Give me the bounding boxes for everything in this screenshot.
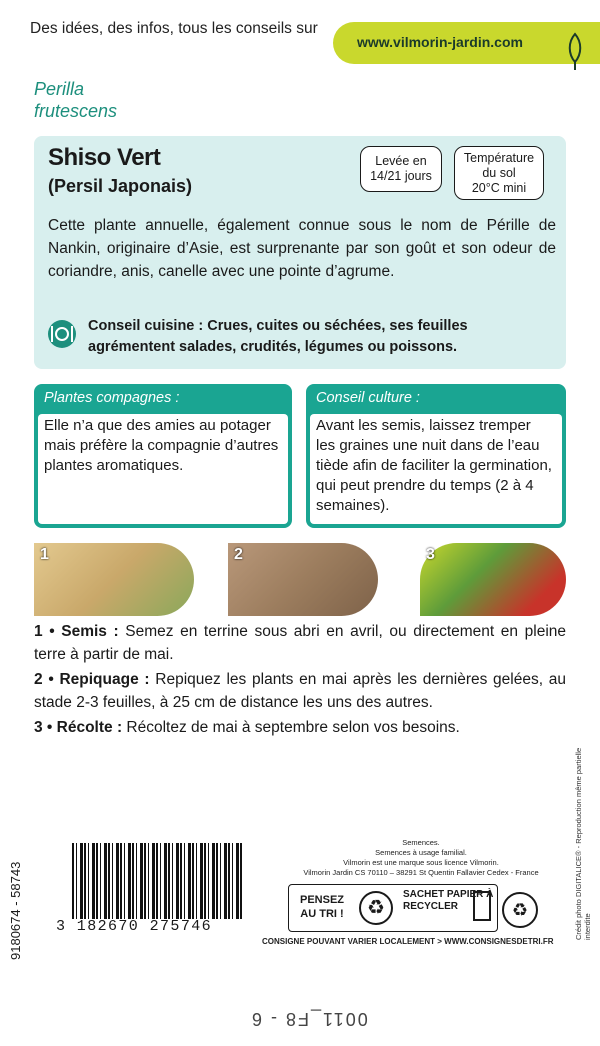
step-transplanting-text: Repiquez les plants en mai après les dernières gelées, au stade 2-3 feuilles, à 25 cm de distance les uns des autres. — [34, 671, 566, 711]
plant-common-name: (Persil Japonais) — [48, 176, 193, 196]
step-sowing — [34, 620, 566, 666]
companion-body — [38, 414, 288, 524]
plant-title: Shiso Vert — [48, 144, 161, 171]
step-harvest-label: 3 • Récolte : — [34, 719, 123, 736]
latin-name — [34, 78, 117, 122]
sowing-illustration — [34, 543, 194, 616]
germination-value: 14/21 jours — [370, 169, 432, 183]
germination-label: Levée en — [375, 154, 427, 168]
culture-tip-box — [306, 384, 566, 528]
companion-text: Elle n’a que des amies au potager mais préfère la compagnie d’autres plantes aromatiques. — [44, 417, 279, 474]
recycle-bin-icon — [473, 891, 491, 921]
legal-notice — [276, 838, 566, 878]
temperature-value: 20°C mini — [471, 181, 527, 195]
legal-line-1: Semences. — [402, 838, 440, 847]
temperature-label: Température — [463, 151, 535, 165]
product-reference: 9180674 - 58743 — [8, 861, 23, 960]
latin-genus: Perilla — [34, 79, 85, 99]
header-intro: Des idées, des infos, tous les conseils sur — [30, 20, 318, 37]
website-url[interactable]: www.vilmorin-jardin.com — [357, 34, 523, 50]
legal-line-3: Vilmorin est une marque sous licence Vilmorin. — [343, 858, 499, 867]
barcode — [72, 843, 244, 919]
step-transplanting-label: 2 • Repiquage : — [34, 671, 150, 688]
leaf-seed-icon — [564, 32, 586, 72]
photo-credit: Crédit photo DIGITALICE® - Reproduction même partielle interdite — [574, 747, 592, 940]
barcode-number: 3 182670 275746 — [56, 918, 213, 935]
cooking-tip: Conseil cuisine : Crues, cuites ou séchées, ses feuilles agrémentent salades, crudités, légumes ou poissons. — [88, 318, 468, 355]
triman-icon: ♻ — [359, 891, 393, 925]
main-info-panel — [34, 136, 566, 369]
recycling-info-box — [288, 884, 498, 932]
germination-badge — [360, 146, 442, 192]
recycle-instruction: SACHET PAPIER À RECYCLER — [403, 889, 494, 912]
step-number-3: 3 — [426, 546, 435, 563]
step-harvest-text: Récoltez de mai à septembre selon vos besoins. — [122, 719, 460, 736]
soil-temperature-badge — [454, 146, 544, 200]
step-number-2: 2 — [234, 546, 243, 563]
culture-title: Conseil culture : — [316, 390, 420, 406]
print-code: 0011_F8 - 6 — [250, 1009, 368, 1029]
culture-body — [310, 414, 562, 524]
recycle-person-icon: ♻ — [502, 892, 538, 928]
plant-description: Cette plante annuelle, également connue sous le nom de Pérille de Nankin, originaire d’Asie, est surprenante par son goût et son odeur de coriandre, anis, canelle avec une pointe d’agrume. — [48, 217, 556, 280]
culture-text: Avant les semis, laissez tremper les graines une nuit dans de l’eau tiède afin de faciliter la germination, qui peut prendre du temps (2 à 4 semaines). — [316, 417, 552, 514]
step-harvest — [34, 716, 566, 739]
step-sowing-label: 1 • Semis : — [34, 623, 119, 640]
companion-plants-box — [34, 384, 292, 528]
companion-title: Plantes compagnes : — [44, 390, 180, 406]
step-transplanting — [34, 668, 566, 714]
latin-species: frutescens — [34, 101, 118, 121]
step-number-1: 1 — [40, 546, 49, 563]
legal-line-2: Semences à usage familial. — [375, 848, 467, 857]
sort-reminder: PENSEZ AU TRI ! — [299, 894, 344, 920]
plate-cutlery-icon — [48, 320, 76, 348]
step-sowing-text: Semez en terrine sous abri en avril, ou directement en pleine terre à partir de mai. — [34, 623, 567, 663]
temperature-sublabel: du sol — [482, 166, 516, 180]
steps-instructions — [34, 620, 566, 741]
website-banner[interactable] — [333, 22, 600, 64]
recycling-disclaimer: CONSIGNE POUVANT VARIER LOCALEMENT > WWW.CONSIGNESDETRI.FR — [262, 937, 554, 946]
legal-line-4: Vilmorin Jardin CS 70110 – 38291 St Quentin Fallavier Cedex - France — [303, 868, 539, 877]
